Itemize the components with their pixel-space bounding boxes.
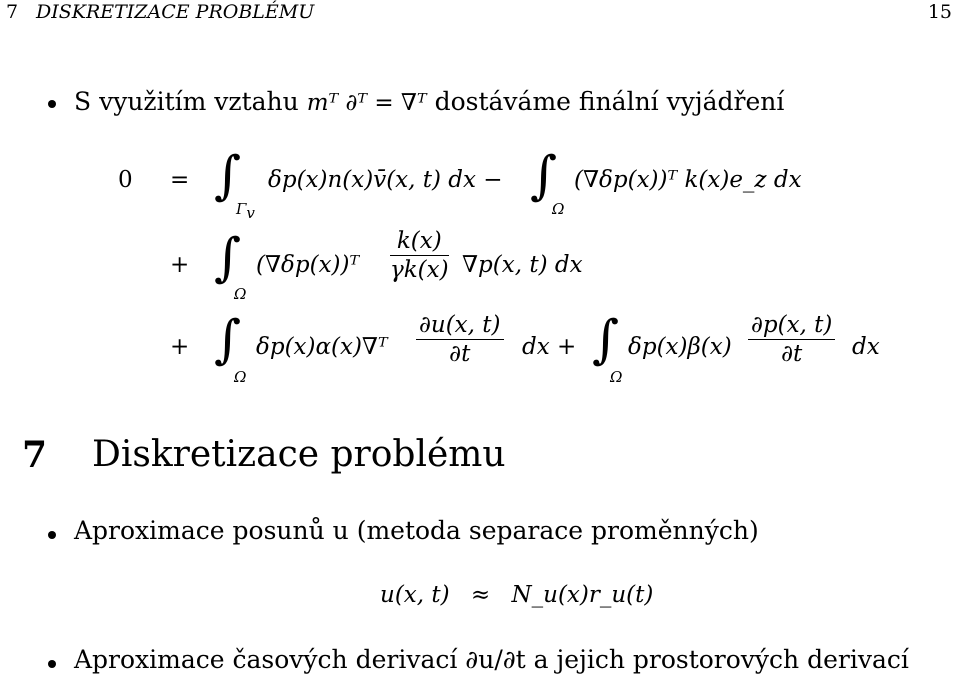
approx-equation <box>380 582 653 608</box>
integral-limit: Ω <box>234 368 247 386</box>
integral-limit: $\Gamma_v$ <box>236 200 255 222</box>
page-number: 15 <box>927 1 952 23</box>
bullet-marker <box>48 531 56 539</box>
intro-relation: mᵀ ∂ᵀ = ∇ᵀ <box>306 90 427 116</box>
approx-lhs: u(x, t) <box>380 582 450 608</box>
bullet-marker <box>48 660 56 668</box>
integral-limit: Ω <box>552 200 565 218</box>
integral-limit: Ω <box>234 285 247 303</box>
eq-line2-op: + <box>170 252 190 278</box>
eq-line3-term-pre: δp(x)α(x)∇ᵀ <box>256 334 388 360</box>
chapter-number: 7 <box>6 1 19 23</box>
bullet-text: Aproximace posunů u (metoda separace proměnných) <box>74 516 759 545</box>
eq-line3-fraction1 <box>416 312 504 367</box>
bullet-marker <box>48 100 56 108</box>
approx-symbol: ≈ <box>470 582 491 608</box>
integral-limit: Ω <box>610 368 623 386</box>
fraction-numerator: k(x) <box>390 228 449 256</box>
section-title: Diskretizace problému <box>92 434 506 475</box>
eq-line2-term-post: ∇p(x, t) dx <box>462 252 583 278</box>
fraction-numerator: ∂u(x, t) <box>416 312 504 340</box>
eq-line1-term2: (∇δp(x))ᵀ k(x)e_z dx <box>574 167 802 193</box>
eq-line3-op: + <box>170 334 190 360</box>
fraction-denominator: γk(x) <box>390 257 449 283</box>
eq-line1-term1: δp(x)n(x)v̄(x, t) dx − <box>268 167 503 193</box>
eq-line1-lhs: 0 <box>118 167 133 193</box>
chapter-title: DISKRETIZACE PROBLÉMU <box>36 1 315 23</box>
section-number: 7 <box>22 434 48 476</box>
integral-sign: ∫ <box>530 146 558 206</box>
bullet-text: Aproximace časových derivací ∂u/∂t a jejich prostorových derivací <box>74 645 909 674</box>
eq-line3-fraction2 <box>748 312 835 367</box>
fraction-numerator: ∂p(x, t) <box>748 312 835 340</box>
approx-rhs: N_u(x)r_u(t) <box>511 582 654 608</box>
eq-line3-mid: dx + <box>522 334 577 360</box>
intro-text: S využitím vztahu mᵀ ∂ᵀ = ∇ᵀ dostáváme finální vyjádření <box>74 87 785 116</box>
integral-sign: ∫ <box>214 310 242 370</box>
integral-sign: ∫ <box>592 310 620 370</box>
integral-sign: ∫ <box>214 146 242 206</box>
integral-sign: ∫ <box>214 228 242 288</box>
eq-line1-equals: = <box>170 167 190 193</box>
eq-line2-fraction <box>390 228 449 283</box>
fraction-denominator: ∂t <box>781 341 803 367</box>
eq-line3-term2: δp(x)β(x) <box>628 334 732 360</box>
eq-line2-term-pre: (∇δp(x))ᵀ <box>256 252 360 278</box>
eq-line3-end: dx <box>852 334 880 360</box>
fraction-denominator: ∂t <box>449 341 471 367</box>
